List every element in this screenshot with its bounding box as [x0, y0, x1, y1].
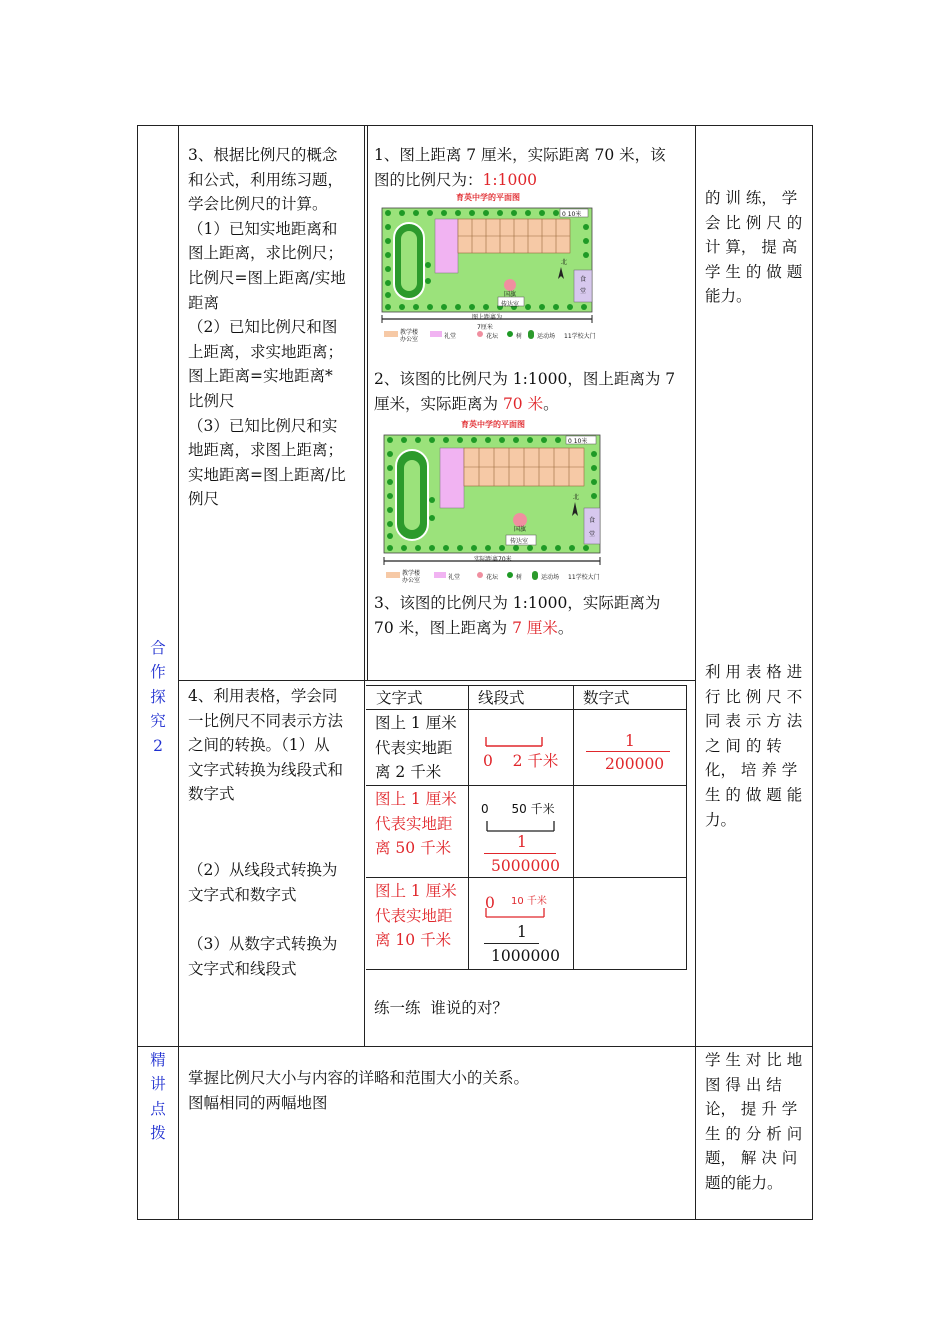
conv-row2-segment-label: 0 50 千米	[481, 802, 555, 816]
section-label-jingjiang: 精 讲 点 拨	[150, 1051, 166, 1143]
question-2: 2、该图的比例尺为 1:1000，图上距离为 7 厘米，实际距离为 70 米。	[374, 370, 676, 413]
inner-table-right	[686, 685, 687, 970]
conv-row1-numerator: 1	[625, 732, 635, 750]
col-line-1	[178, 125, 179, 1220]
table-border-right	[812, 125, 813, 1220]
section-label-coop: 合 作 探 究 2	[150, 639, 166, 755]
row2-right-text: 利 用 表 格 进 行 比 例 尺 不 同 表 示 方 法 之 间 的 转 化， 培 养 学 生 的 做 题 能 力。	[705, 663, 803, 829]
table-border-left	[137, 125, 138, 1220]
inner-table-bottom	[366, 969, 687, 970]
conv-row3-segment-label: 10 千米	[511, 896, 547, 907]
conv-row1-text: 图上 1 厘米 代表实地距 离 2 千米	[375, 714, 457, 782]
row3-right-text: 学 生 对 比 地 图 得 出 结 论， 提 升 学 生 的 分 析 问 题， 解 决 问 题的能力。	[705, 1051, 803, 1192]
conv-row3-text: 图上 1 厘米 代表实地距 离 10 千米	[375, 882, 457, 950]
question-1: 1、图上距离 7 厘米，实际距离 70 米，该 图的比例尺为：1:1000	[374, 146, 666, 189]
conv-row3-denominator: 1000000	[491, 947, 561, 965]
col-line-2	[364, 125, 365, 1047]
conv-row1-segment	[480, 735, 550, 749]
question-3: 3、该图的比例尺为 1:1000，实际距离为 70 米，图上距离为 7 厘米。	[374, 594, 661, 637]
school-map-1: 育英中学的平面图 0 10米 北 国旗 传达室 食 堂 图上距离为 7厘米 教学楼 办公室 礼堂 花坛 树 运动场 11学校大门	[380, 205, 596, 343]
row2-left-text-b: （2）从线段式转换为 文字式和数字式	[188, 861, 338, 904]
col-line-2-inner	[367, 125, 368, 680]
answer-1: 1:1000	[482, 170, 538, 189]
practice-prompt: 练一练 谁说的对？	[374, 999, 508, 1017]
col-line-3	[695, 125, 696, 1220]
conv-row1-segment-label: 0 2 千米	[483, 752, 559, 770]
row2-left-text-c: （3）从数字式转换为 文字式和线段式	[188, 935, 338, 978]
table-border-bottom	[137, 1219, 813, 1220]
conv-row2-denominator: 5000000	[491, 857, 561, 875]
school-map-2: 育英中学的平面图 0 10米 北 国旗 传达室 食 堂 实际距离70米 教学楼 办公室 礼堂 花坛 树 运动场 11学校大门	[382, 432, 604, 584]
inner-table-row2	[366, 785, 687, 786]
conv-row3-numerator: 1	[517, 923, 527, 941]
answer-3: 7 厘米	[512, 618, 558, 637]
table-border-top	[137, 125, 813, 126]
conv-row1-denominator: 200000	[605, 755, 665, 773]
conv-row2-numerator: 1	[517, 833, 527, 851]
answer-2: 70 米	[502, 394, 544, 413]
inner-table-col1	[468, 685, 469, 970]
inner-table-col2	[573, 685, 574, 970]
conv-row3-zero: 0	[485, 894, 495, 912]
header-number-form: 数字式	[583, 689, 630, 707]
row-line-1	[178, 680, 696, 681]
row-line-2	[137, 1046, 813, 1047]
row2-left-text-a: 4、利用表格，学会同 一比例尺不同表示方法 之间的转换。（1）从 文字式转换为线段式和 数字式	[188, 687, 344, 804]
row1-right-text: 的 训 练， 学 会 比 例 尺 的 计 算， 提 高 学 生 的 做 题 能力。	[705, 189, 803, 306]
row3-text: 掌握比例尺大小与内容的详略和范围大小的关系。 图幅相同的两幅地图	[188, 1069, 530, 1112]
row1-left-text: 3、根据比例尺的概念 和公式，利用练习题， 学会比例尺的计算。 （1）已知实地距离和 图上距离，求比例尺； 比例尺=图上距离/实地 距离 （2）已知比例尺和图 上距离，求实地距离； 图上距离=实地距离* 比例尺 （3）已知比例尺和实 地距离，求图上距离； 实地距离=图上距离/比 例尺	[188, 146, 346, 509]
conv-row3-segment	[482, 906, 552, 920]
header-segment-form: 线段式	[478, 689, 525, 707]
header-text-form: 文字式	[376, 689, 423, 707]
conv-row2-text: 图上 1 厘米 代表实地距 离 50 千米	[375, 790, 457, 858]
